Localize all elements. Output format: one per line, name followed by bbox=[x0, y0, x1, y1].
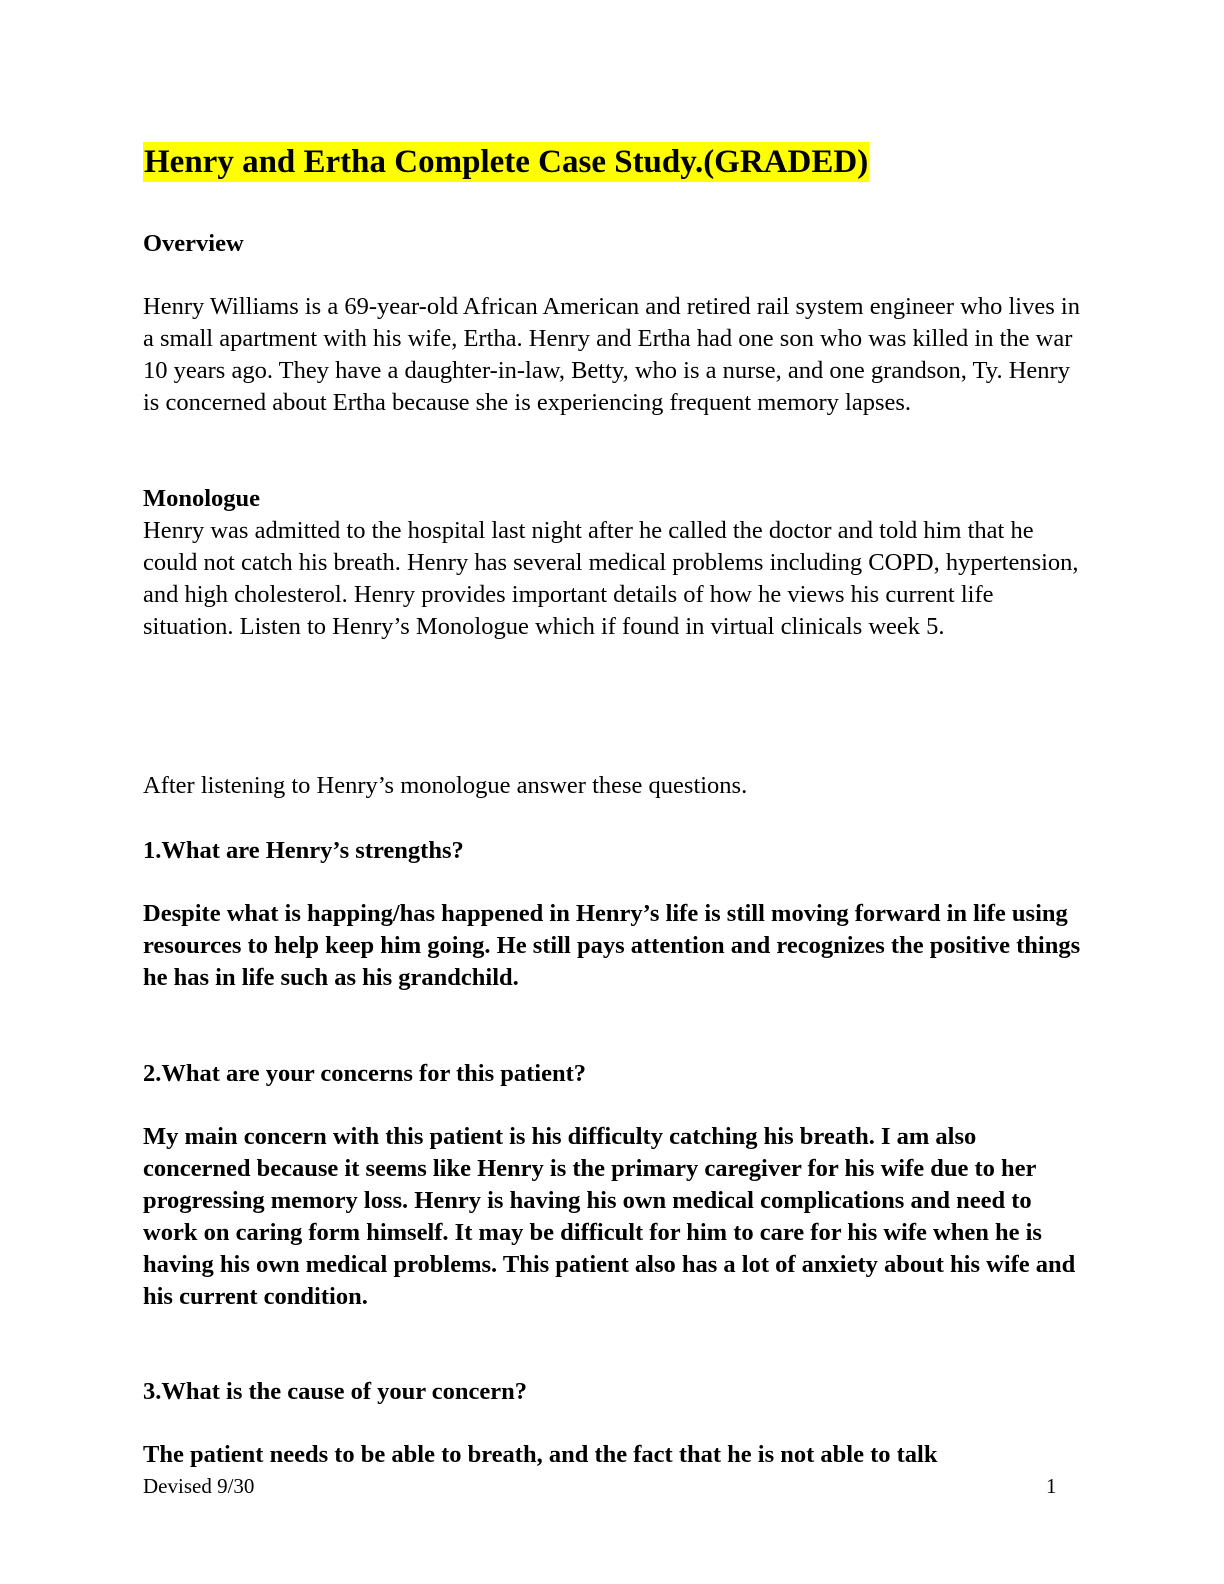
overview-body: Henry Williams is a 69-year-old African American and retired rail system engineer who lives in a small apartment with his wife, Ertha. Henry and Ertha had one son who was killed in the war 10 years ago. They have a daughter-in-law, Betty, who is a nurse, and one grandson, Ty. Henry is concerned about Ertha because she is experiencing frequent memory lapses. bbox=[143, 293, 1080, 416]
overview-heading: Overview bbox=[143, 230, 244, 257]
monologue-body: Henry was admitted to the hospital last night after he called the doctor and told him that he could not catch his breath. Henry has several medical problems including COPD, hypertension, and high cholesterol. Henry provides important details of how he views his current life situation. Listen to Henry’s Monologue which if found in virtual clinicals week 5. bbox=[143, 517, 1079, 640]
answer-2: My main concern with this patient is his difficulty catching his breath. I am also concerned because it seems like Henry is the primary caregiver for his wife due to her progressing memory loss. Henry is having his own medical complications and need to work on caring form himself. It may be difficult for him to care for his wife when he is having his own medical problems. This patient also has a lot of anxiety about his wife and his current condition. bbox=[143, 1123, 1076, 1310]
instruction-text: After listening to Henry’s monologue answer these questions. bbox=[143, 772, 748, 799]
question-1: 1.What are Henry’s strengths? bbox=[143, 837, 464, 864]
answer-1: Despite what is happing/has happened in Henry’s life is still moving forward in life using resources to help keep him going. He still pays attention and recognizes the positive things he has in life such as his grandchild. bbox=[143, 900, 1081, 991]
question-2: 2.What are your concerns for this patient? bbox=[143, 1060, 587, 1087]
question-3: 3.What is the cause of your concern? bbox=[143, 1378, 528, 1405]
page-number: 1 bbox=[1046, 1474, 1057, 1498]
answer-3: The patient needs to be able to breath, and the fact that he is not able to talk bbox=[143, 1441, 938, 1468]
document-title: Henry and Ertha Complete Case Study.(GRADED) bbox=[144, 144, 869, 180]
monologue-heading: Monologue bbox=[143, 485, 261, 512]
footer-revision: Devised 9/30 bbox=[143, 1474, 255, 1498]
